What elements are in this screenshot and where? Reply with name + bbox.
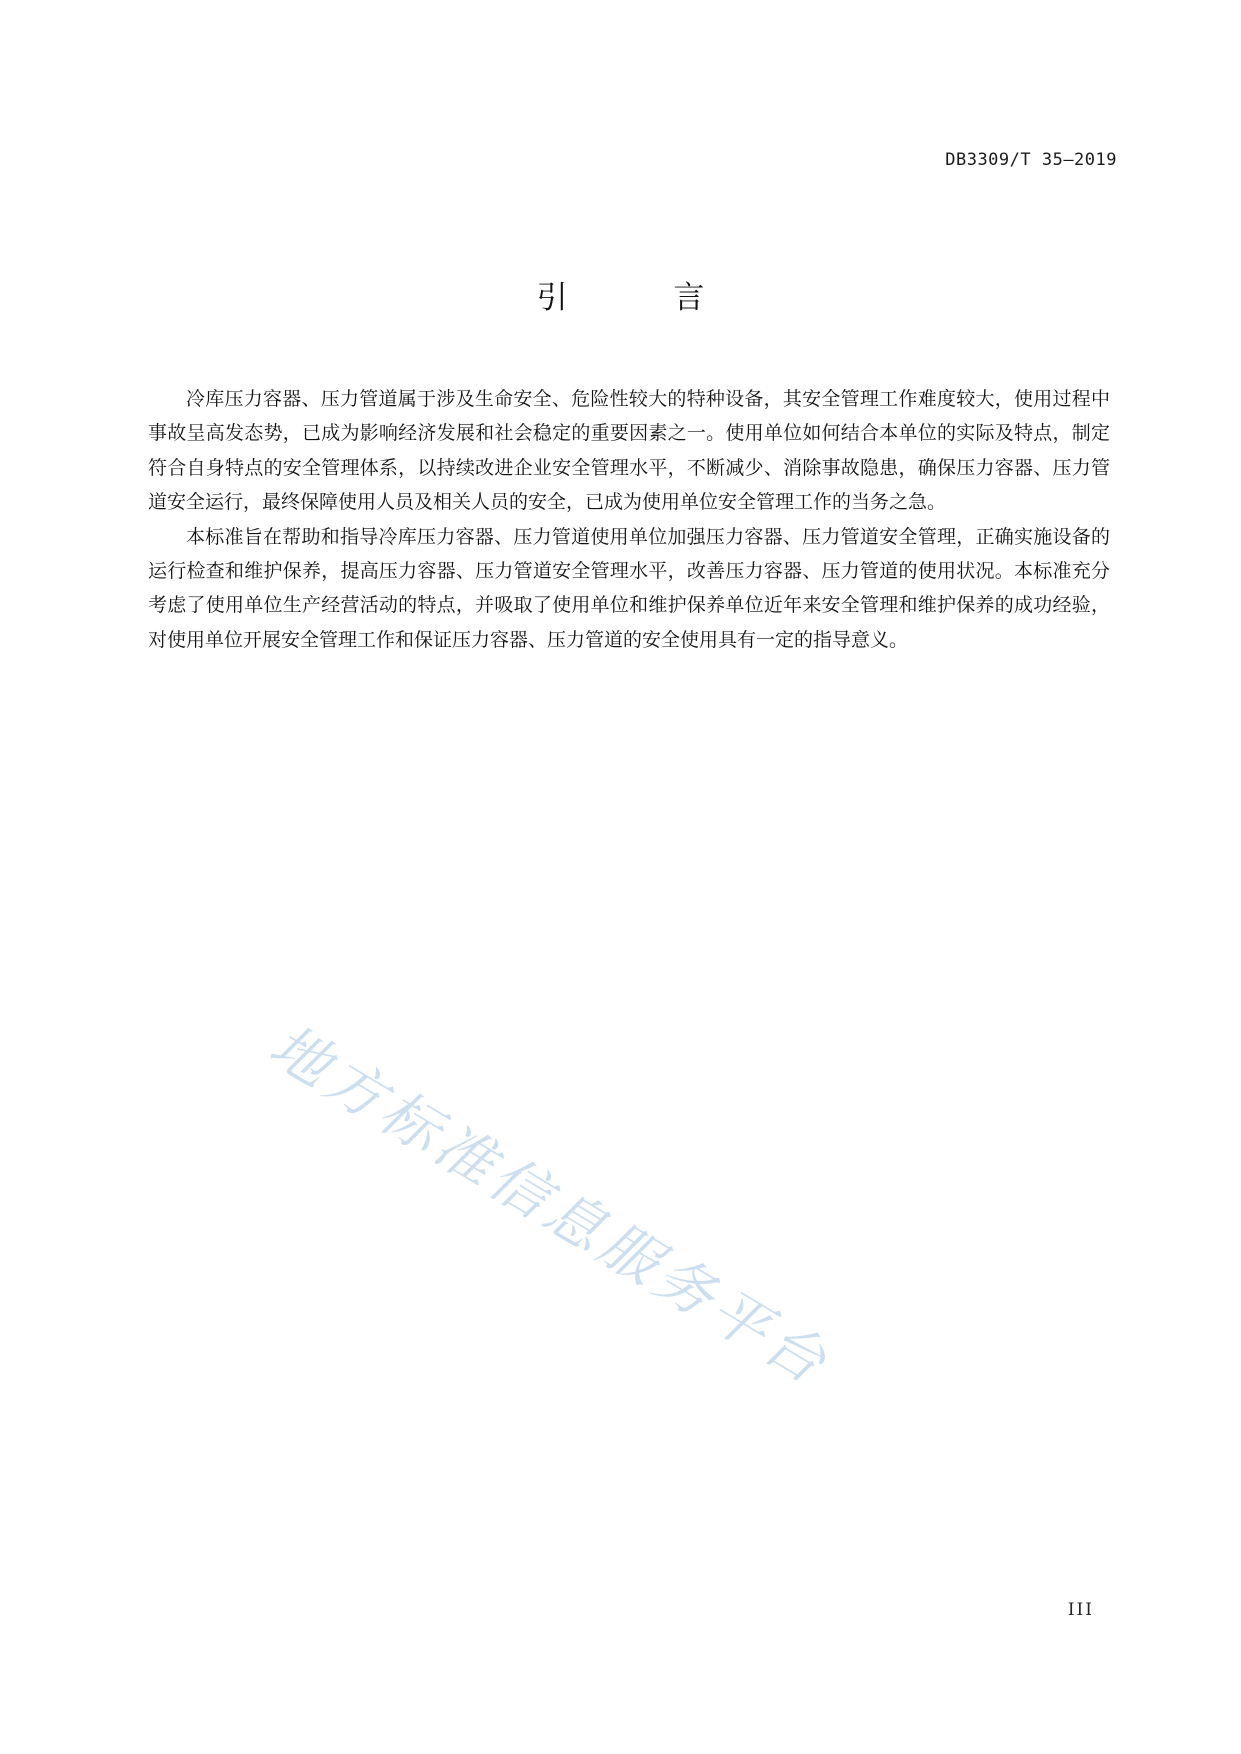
document-code: DB3309/T 35—2019 <box>945 150 1117 170</box>
watermark: 地方标准信息服务平台 <box>258 1011 842 1400</box>
paragraph: 冷库压力容器、压力管道属于涉及生命安全、危险性较大的特种设备，其安全管理工作难度较大，使用过程中事故呈高发态势，已成为影响经济发展和社会稳定的重要因素之一。使用单位如何结合本单位的实际及特点，制定符合自身特点的安全管理体系，以持续改进企业安全管理水平，不断减少、消除事故隐患，确保压力容器、压力管道安全运行，最终保障使用人员及相关人员的安全，已成为使用单位安全管理工作的当务之急。 <box>148 388 1110 514</box>
page-title: 引 言 <box>536 280 753 316</box>
page-number: III <box>1067 1600 1094 1620</box>
paragraph: 本标准旨在帮助和指导冷库压力容器、压力管道使用单位加强压力容器、压力管道安全管理，正确实施设备的运行检查和维护保养，提高压力容器、压力管道安全管理水平，改善压力容器、压力管道的使用状况。本标准充分考虑了使用单位生产经营活动的特点，并吸取了使用单位和维护保养单位近年来安全管理和维护保养的成功经验，对使用单位开展安全管理工作和保证压力容器、压力管道的安全使用具有一定的指导意义。 <box>148 525 1110 651</box>
body-text <box>148 382 1110 657</box>
